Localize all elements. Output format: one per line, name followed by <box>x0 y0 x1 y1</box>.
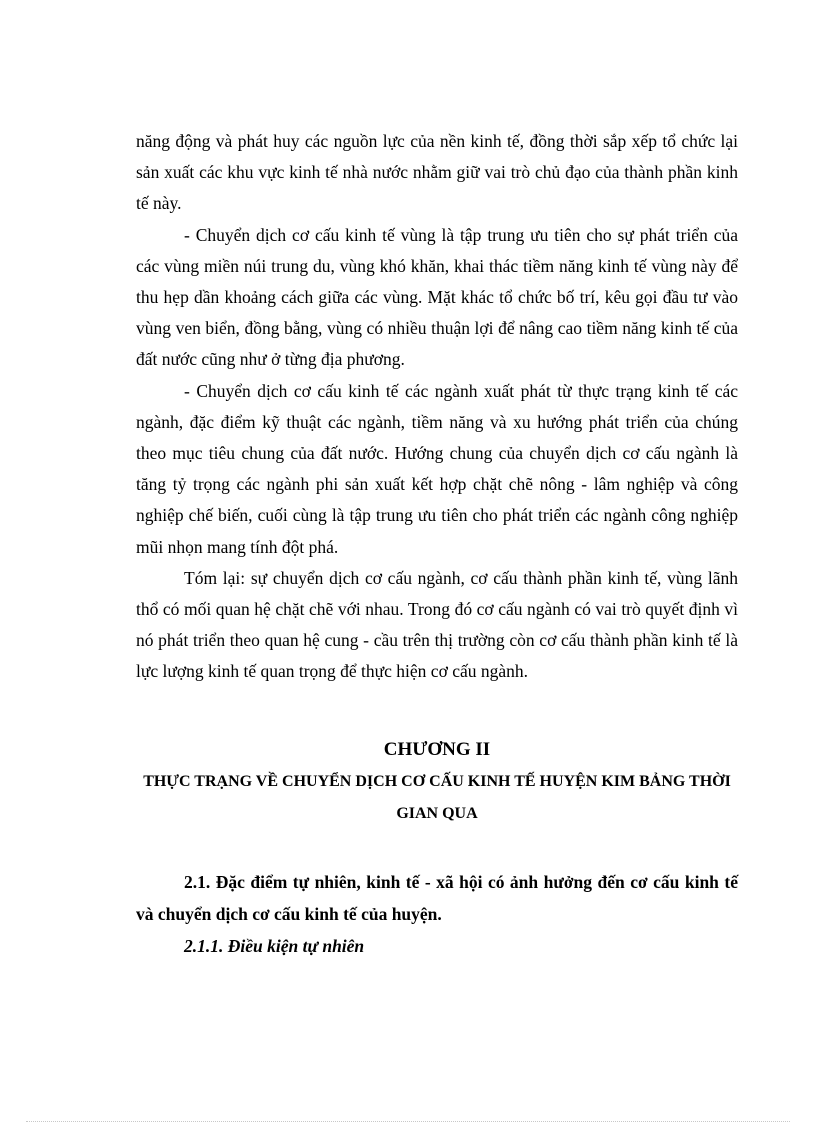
section-block <box>136 866 738 962</box>
paragraph-sector-structure: - Chuyển dịch cơ cấu kinh tế các ngành xuất phát từ thực trạng kinh tế các ngành, đặc điểm kỹ thuật các ngành, tiềm năng và xu hướng phát triển của chúng theo mục tiêu chung của đất nước. Hướng chung của chuyển dịch cơ cấu ngành là tăng tỷ trọng các ngành phi sản xuất kết hợp chặt chẽ nông - lâm nghiệp và công nghiệp chế biến, cuối cùng là tập trung ưu tiên cho phát triển các ngành công nghiệp mũi nhọn mang tính đột phá. <box>136 380 738 557</box>
page-bottom-divider <box>26 1121 790 1122</box>
paragraph-ownership-structure: năng động và phát huy các nguồn lực của nền kinh tế, đồng thời sắp xếp tổ chức lại sản xuất các khu vực kinh tế nhà nước nhằm giữ vai trò chủ đạo của thành phần kinh tế này. <box>136 131 738 214</box>
chapter-number: CHƯƠNG II <box>383 739 491 760</box>
paragraph-summary: Tóm lại: sự chuyển dịch cơ cấu ngành, cơ cấu thành phần kinh tế, vùng lãnh thổ có mối quan hệ chặt chẽ với nhau. Trong đó cơ cấu ngành có vai trò quyết định vì nó phát triển theo quan hệ cung - cầu trên thị trường còn cơ cấu thành phần kinh tế là lực lượng kinh tế quan trọng để thực hiện cơ cấu ngành. <box>136 567 738 682</box>
chapter-title: THỰC TRẠNG VỀ CHUYỂN DỊCH CƠ CẤU KINH TẾ HUYỆN KIM BẢNG THỜI GIAN QUA <box>143 773 731 822</box>
body-text <box>136 126 738 688</box>
section-heading: 2.1. Đặc điểm tự nhiên, kinh tế - xã hội có ảnh hưởng đến cơ cấu kinh tế và chuyển dịch cơ cấu kinh tế của huyện. <box>136 872 738 924</box>
chapter-heading <box>136 734 738 830</box>
subsection-heading: 2.1.1. Điều kiện tự nhiên <box>184 936 365 956</box>
paragraph-regional-structure: - Chuyển dịch cơ cấu kinh tế vùng là tập trung ưu tiên cho sự phát triển của các vùng miền núi trung du, vùng khó khăn, khai thác tiềm năng kinh tế vùng này để thu hẹp dần khoảng cách giữa các vùng. Mặt khác tổ chức bố trí, kêu gọi đầu tư vào vùng ven biển, đồng bằng, vùng có nhiều thuận lợi để nâng cao tiềm năng kinh tế của đất nước cũng như ở từng địa phương. <box>136 224 738 370</box>
